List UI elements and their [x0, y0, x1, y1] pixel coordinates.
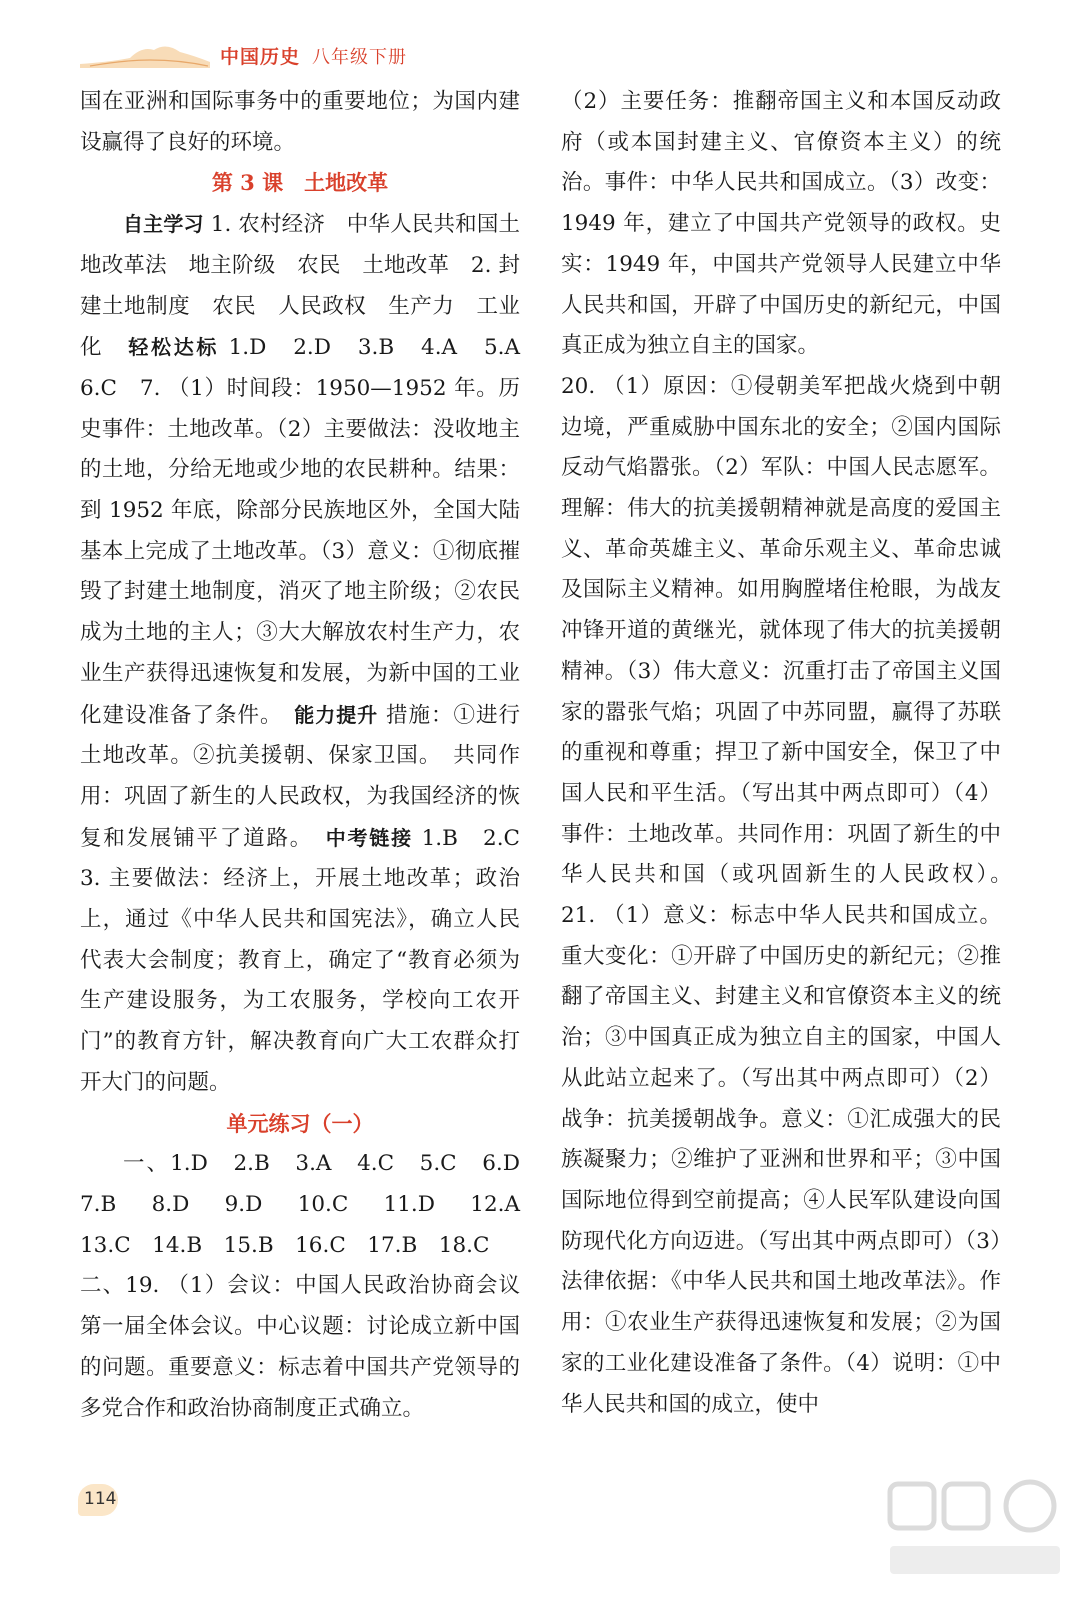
header-grade: 八年级下册: [312, 47, 407, 68]
page-number: 114: [84, 1489, 117, 1509]
lesson-title: 第 3 课 土地改革: [211, 170, 389, 196]
answer-paragraph: [80, 204, 542, 1103]
answer-text: 措施：①进行土地改革。②抗美援朝、保家卫国。 共同作用：巩固了新生的人民政权，为我国经济的恢复和发展铺平了道路。: [80, 702, 520, 851]
answer-text: 1. 农村经济 中华人民共和国土地改革法 地主阶级 农民 土地改革 2. 封建土地制度 农民 人民政权 生产力 工业化: [80, 212, 521, 361]
page-header: [80, 34, 500, 70]
left-column: [80, 82, 542, 1429]
watermark-logo-icon: [880, 1476, 1070, 1586]
section-label: 中考链接: [325, 825, 413, 850]
header-subject: 中国历史: [220, 46, 301, 68]
section-label: 自主学习: [123, 212, 204, 237]
answer-paragraph: 二、19. （1）会议：中国人民政治协商会议第一届全体会议。中心议题：讨论成立新中国的问题。重要意义：标志着中国共产党领导的多党合作和政治协商制度正式确立。: [80, 1273, 520, 1421]
section-label: 能力提升: [294, 702, 379, 727]
answer-paragraph: （2）主要任务：推翻帝国主义和本国反动政府（或本国封建主义、官僚资本主义）的统治。事件：中华人民共和国成立。（3）改变：1949 年，建立了中国共产党领导的政权。史实：1949 年，中国共产党领导人民建立中华人民共和国，开辟了中国历史的新纪元，中国真正成为独立自主的国家。: [561, 89, 1001, 359]
answer-text: 1.B 2.C 3. 主要做法：经济上，开展土地改革；政治上，通过《中华人民共和国宪法》，确立人民代表大会制度；教育上，确定了“教育必须为生产建设服务，为工农服务，学校向工农开门”的教育方针，解决教育向广大工农群众打开大门的问题。: [80, 825, 542, 1095]
page-number-badge: [78, 1484, 118, 1516]
answer-paragraph: 一、1.D 2.B 3.A 4.C 5.C 6.D 7.B 8.D 9.D 10.C 11.D 12.A 13.C 14.B 15.B 16.C 17.B 18.C: [80, 1151, 542, 1258]
answer-text: 1.D 2.D 3.B 4.A 5.A 6.C 7. （1）时间段：1950—1952 年。历史事件：土地改革。（2）主要做法：没收地主的土地，分给无地或少地的农民耕种。结果：到 1952 年底，除部分民族地区外，全国大陆基本上完成了土地改革。（3）意义：①彻底摧毁了封建土地制度，消灭了地主阶级；②农民成为土地的主人；③大大解放农村生产力，农业生产获得迅速恢复和发展，为新中国的工业化建设准备了条件。: [80, 335, 542, 728]
answer-paragraph: 20. （1）原因：①侵朝美军把战火烧到中朝边境，严重威胁中国东北的安全；②国内国际反动气焰嚣张。（2）军队：中国人民志愿军。理解：伟大的抗美援朝精神就是高度的爱国主义、革命英雄主义、革命乐观主义、革命忠诚及国际主义精神。如用胸膛堵住枪眼，为战友冲锋开道的黄继光，就体现了伟大的抗美援朝精神。（3）伟大意义：沉重打击了帝国主义国家的嚣张气焰；巩固了中苏同盟，赢得了苏联的重视和尊重；捍卫了新中国安全，保卫了中国人民和平生活。（写出其中两点即可）（4）事件：土地改革。共同作用：巩固了新生的中华人民共和国（或巩固新生的人民政权）。 21. （1）意义：标志中华人民共和国成立。重大变化：①开辟了中国历史的新纪元；②推翻了帝国主义、封建主义和官僚资本主义的统治；③中国真正成为独立自主的国家，中国人从此站立起来了。（写出其中两点即可）（2）战争：抗美援朝战争。意义：①汇成强大的民族凝聚力；②维护了亚洲和世界和平；③中国国际地位得到空前提高；④人民军队建设向国防现代化方向迈进。（写出其中两点即可）（3）法律依据：《中华人民共和国土地改革法》。作用：①农业生产获得迅速恢复和发展；②为国家的工业化建设准备了条件。（4）说明：①中华人民共和国的成立，使中: [561, 373, 1023, 1417]
right-column: [561, 82, 1023, 1425]
paragraph: 国在亚洲和国际事务中的重要地位；为国内建设赢得了良好的环境。: [80, 89, 520, 155]
unit-title: 单元练习（一）: [226, 1110, 374, 1136]
header-decoration-icon: [80, 40, 210, 68]
section-label: 轻松达标: [128, 335, 220, 360]
